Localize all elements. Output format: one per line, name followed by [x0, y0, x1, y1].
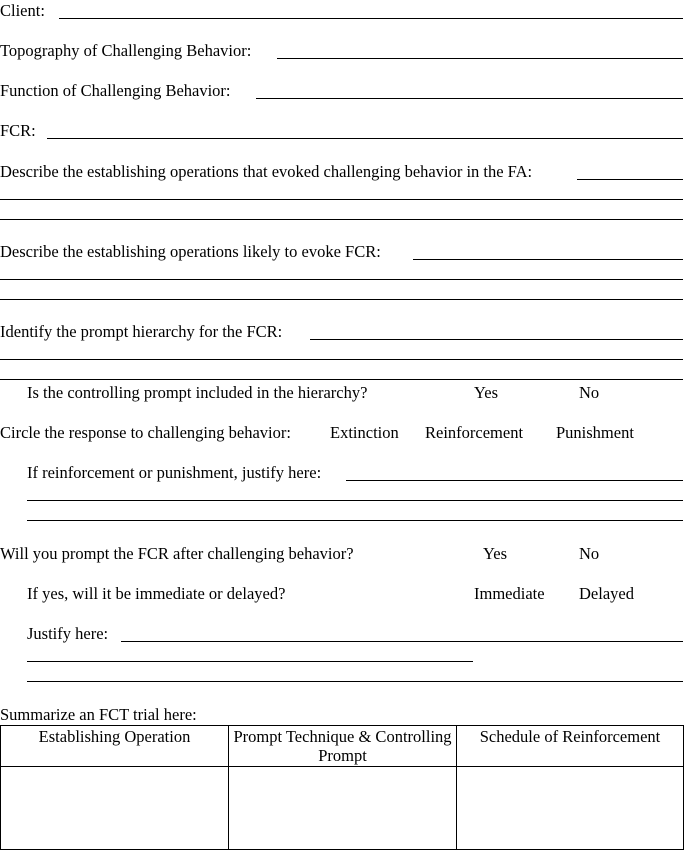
eo-fcr-input-line-3[interactable]: [0, 299, 683, 300]
controlling-prompt-no-option[interactable]: No: [579, 383, 600, 402]
topography-label: Topography of Challenging Behavior:: [0, 41, 252, 60]
prompt-hierarchy-input-line[interactable]: [310, 339, 683, 340]
topography-input-line[interactable]: [277, 58, 683, 59]
response-label: Circle the response to challenging behavior:: [0, 423, 291, 442]
eo-fcr-label: Describe the establishing operations likely to evoke FCR:: [0, 242, 381, 261]
prompt-hierarchy-label: Identify the prompt hierarchy for the FCR:: [0, 322, 283, 341]
response-reinforcement-option[interactable]: Reinforcement: [425, 423, 524, 442]
table-header-row: [1, 726, 684, 767]
prompt-after-yes-option[interactable]: Yes: [483, 544, 508, 563]
justify-input-line-2[interactable]: [27, 661, 473, 662]
eo-fa-label: Describe the establishing operations that evoked challenging behavior in the FA:: [0, 162, 533, 181]
client-label: Client:: [0, 1, 45, 20]
justify-label: Justify here:: [27, 624, 109, 643]
justify-rp-input-line-3[interactable]: [27, 520, 683, 521]
prompt-after-question: Will you prompt the FCR after challenging behavior?: [0, 544, 354, 563]
justify-rp-input-line[interactable]: [346, 480, 683, 481]
timing-immediate-option[interactable]: Immediate: [474, 584, 545, 603]
summary-label: Summarize an FCT trial here:: [0, 705, 197, 724]
fct-summary-table: [0, 725, 684, 850]
controlling-prompt-yes-option[interactable]: Yes: [474, 383, 499, 402]
timing-delayed-option[interactable]: Delayed: [579, 584, 634, 603]
prompt-hierarchy-input-line-2[interactable]: [0, 359, 683, 360]
eo-fcr-input-line[interactable]: [413, 259, 683, 260]
table-row: [1, 767, 684, 850]
justify-rp-input-line-2[interactable]: [27, 500, 683, 501]
fcr-input-line[interactable]: [47, 138, 683, 139]
function-input-line[interactable]: [256, 98, 683, 99]
column-header-establishing-operation: Establishing Operation: [1, 726, 229, 767]
prompt-hierarchy-input-line-3[interactable]: [0, 379, 683, 380]
establishing-operation-cell[interactable]: [1, 767, 229, 850]
column-header-schedule-of-reinforcement: Schedule of Reinforcement: [457, 726, 684, 767]
function-label: Function of Challenging Behavior:: [0, 81, 231, 100]
fcr-label: FCR:: [0, 121, 36, 140]
response-extinction-option[interactable]: Extinction: [330, 423, 399, 442]
response-punishment-option[interactable]: Punishment: [556, 423, 634, 442]
eo-fa-input-line-2[interactable]: [0, 199, 683, 200]
justify-input-line-3[interactable]: [27, 681, 683, 682]
eo-fa-input-line-3[interactable]: [0, 219, 683, 220]
column-header-prompt-technique: Prompt Technique & Controlling Prompt: [229, 726, 457, 767]
prompt-after-no-option[interactable]: No: [579, 544, 600, 563]
eo-fa-input-line[interactable]: [577, 179, 683, 180]
justify-input-line[interactable]: [121, 641, 683, 642]
timing-question: If yes, will it be immediate or delayed?: [27, 584, 286, 603]
justify-rp-label: If reinforcement or punishment, justify here:: [27, 463, 322, 482]
eo-fcr-input-line-2[interactable]: [0, 279, 683, 280]
prompt-technique-cell[interactable]: [229, 767, 457, 850]
controlling-prompt-question: Is the controlling prompt included in the hierarchy?: [27, 383, 368, 402]
client-input-line[interactable]: [59, 18, 683, 19]
schedule-of-reinforcement-cell[interactable]: [457, 767, 684, 850]
